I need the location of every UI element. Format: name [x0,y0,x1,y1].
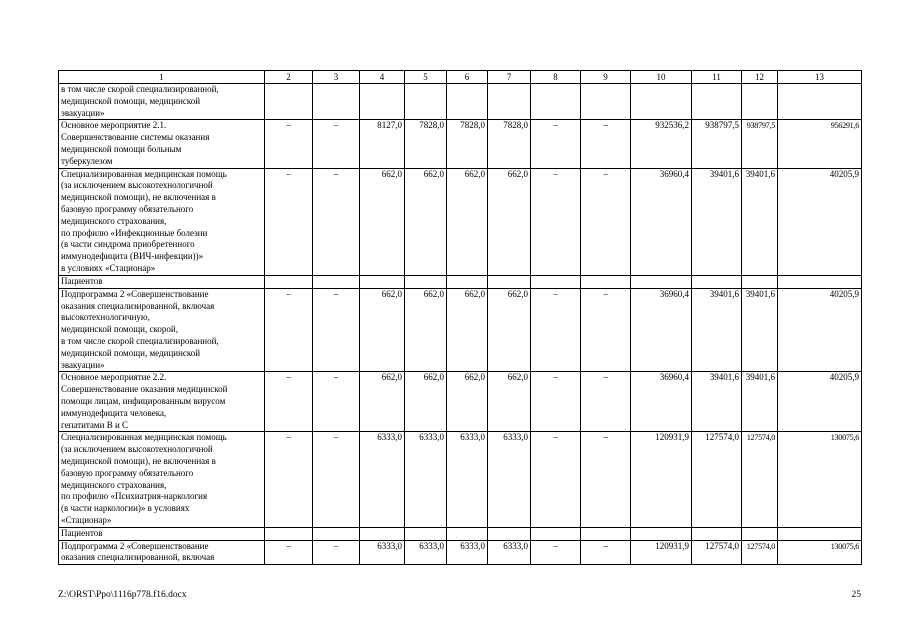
unit-label: Пациентов [59,527,265,540]
table-cell: – [531,168,581,275]
table-cell: 662,0 [360,372,405,432]
table-cell [447,84,488,120]
table-cell: 938797,5 [692,120,742,168]
footer-file-path: Z:\ORST\Ppo\1116p778.f16.docx [58,590,187,600]
empty-cell [447,527,488,540]
table-cell: 7828,0 [405,120,447,168]
table-row [59,84,862,120]
table-cell: – [265,288,313,372]
table-cell: 127574,0 [692,432,742,527]
table-cell: 39401,6 [692,372,742,432]
column-header: 11 [692,71,742,84]
table-cell: – [581,120,631,168]
empty-cell [488,527,531,540]
table-cell: 6333,0 [488,540,531,565]
column-header: 4 [360,71,405,84]
row-description: в том числе скорой специализированной, медицинской помощи, медицинской эвакуации» [59,84,265,120]
table-row [59,372,862,432]
empty-cell [405,275,447,288]
table-cell: – [531,540,581,565]
table-cell: 662,0 [488,168,531,275]
table-cell [778,84,862,120]
empty-cell [531,527,581,540]
data-table [58,70,862,565]
table-cell: 120931,9 [631,540,692,565]
column-header: 12 [742,71,778,84]
table-cell: 932536,2 [631,120,692,168]
table-cell: 8127,0 [360,120,405,168]
table-cell [631,84,692,120]
table-cell: 7828,0 [447,120,488,168]
empty-cell [531,275,581,288]
column-header: 2 [265,71,313,84]
table-cell: – [581,372,631,432]
table-cell: – [531,288,581,372]
table-cell: – [531,432,581,527]
table-cell: – [265,168,313,275]
table-cell: 39401,6 [692,168,742,275]
table-cell: 40205,9 [778,288,862,372]
table-cell: – [313,540,360,565]
table-cell: 36960,4 [631,288,692,372]
table-cell [742,84,778,120]
empty-cell [692,275,742,288]
empty-cell [313,275,360,288]
table-cell [531,84,581,120]
table-cell: 6333,0 [447,540,488,565]
table-cell: 6333,0 [447,432,488,527]
empty-cell [265,275,313,288]
empty-cell [405,527,447,540]
table-cell: 127574,0 [742,540,778,565]
table-cell [265,84,313,120]
empty-cell [360,275,405,288]
row-description: Специализированная медицинская помощь (за исключением высокотехнологичной медицинской помощи), не включенная в базовую программу обязательного медицинского страхования, по профилю «Психиатрия-наркология (в части наркологии)» в условиях «Стационар» [59,432,265,527]
table-cell: – [531,120,581,168]
table-cell: 6333,0 [405,432,447,527]
table-cell: – [581,540,631,565]
column-header: 13 [778,71,862,84]
column-header: 1 [59,71,265,84]
table-cell: 130075,6 [778,432,862,527]
table-cell: – [313,288,360,372]
empty-cell [488,275,531,288]
empty-cell [360,527,405,540]
table-cell: – [531,372,581,432]
table-cell: 662,0 [447,372,488,432]
table-cell: – [313,372,360,432]
column-header: 9 [581,71,631,84]
table-cell: – [265,120,313,168]
unit-row [59,275,862,288]
empty-cell [447,275,488,288]
table-cell: – [581,288,631,372]
table-cell: – [313,168,360,275]
row-description: Основное мероприятие 2.2. Совершенствование оказания медицинской помощи лицам, инфицированным вирусом иммунодефицита человека, гепатитами В и С [59,372,265,432]
empty-cell [742,275,778,288]
table-cell [313,84,360,120]
unit-row [59,527,862,540]
footer-page-number: 25 [851,590,861,600]
table-cell: 39401,6 [742,372,778,432]
table-cell: – [581,168,631,275]
table-cell: 127574,0 [742,432,778,527]
empty-cell [631,275,692,288]
header-row [59,71,862,84]
table-cell: 39401,6 [742,168,778,275]
column-header: 6 [447,71,488,84]
table-cell: 6333,0 [360,432,405,527]
table-cell: 6333,0 [488,432,531,527]
column-header: 8 [531,71,581,84]
table-cell: 39401,6 [742,288,778,372]
table-cell: 662,0 [405,168,447,275]
empty-cell [778,275,862,288]
row-description: Подпрограмма 2 «Совершенствование оказания специализированной, включая [59,540,265,565]
column-header: 7 [488,71,531,84]
row-description: Подпрограмма 2 «Совершенствование оказания специализированной, включая высокотехнологичную, медицинской помощи, скорой, в том числе скорой специализированной, медицинской помощи, медицинской эвакуации» [59,288,265,372]
table-cell [488,84,531,120]
table-row [59,168,862,275]
empty-cell [742,527,778,540]
column-header: 10 [631,71,692,84]
table-cell: – [313,120,360,168]
empty-cell [581,275,631,288]
table-cell: 662,0 [488,288,531,372]
table-cell: 40205,9 [778,372,862,432]
table-row [59,120,862,168]
table-cell: – [581,432,631,527]
empty-cell [313,527,360,540]
table-cell [360,84,405,120]
table-cell: 662,0 [405,372,447,432]
table-cell: 938797,5 [742,120,778,168]
table-cell [581,84,631,120]
table-cell [692,84,742,120]
table-cell: 127574,0 [692,540,742,565]
column-header: 5 [405,71,447,84]
row-description: Основное мероприятие 2.1. Совершенствование системы оказания медицинской помощи больным туберкулезом [59,120,265,168]
empty-cell [631,527,692,540]
table-cell: 7828,0 [488,120,531,168]
empty-cell [778,527,862,540]
table-cell: 662,0 [488,372,531,432]
table-cell: 6333,0 [405,540,447,565]
table-cell: 39401,6 [692,288,742,372]
unit-label: Пациентов [59,275,265,288]
table-cell: – [265,372,313,432]
table-cell: 6333,0 [360,540,405,565]
table-cell: 662,0 [447,288,488,372]
table-row [59,432,862,527]
empty-cell [692,527,742,540]
table-cell: – [265,432,313,527]
table-row [59,540,862,565]
table-cell: 40205,9 [778,168,862,275]
table-cell: 130075,6 [778,540,862,565]
table-cell: 662,0 [405,288,447,372]
table-cell: 956291,6 [778,120,862,168]
table-cell [405,84,447,120]
table-cell: 36960,4 [631,168,692,275]
empty-cell [581,527,631,540]
table-cell: 36960,4 [631,372,692,432]
table-cell: 662,0 [360,288,405,372]
empty-cell [265,527,313,540]
column-header: 3 [313,71,360,84]
table-cell: – [265,540,313,565]
table-row [59,288,862,372]
table-cell: 120931,9 [631,432,692,527]
table-cell: 662,0 [447,168,488,275]
table-cell: – [313,432,360,527]
row-description: Специализированная медицинская помощь (за исключением высокотехнологичной медицинской помощи), не включенная в базовую программу обязательного медицинского страхования, по профилю «Инфекционные болезни (в части синдрома приобретенного иммунодефицита (ВИЧ-инфекции))» в условиях «Стационар» [59,168,265,275]
table-cell: 662,0 [360,168,405,275]
